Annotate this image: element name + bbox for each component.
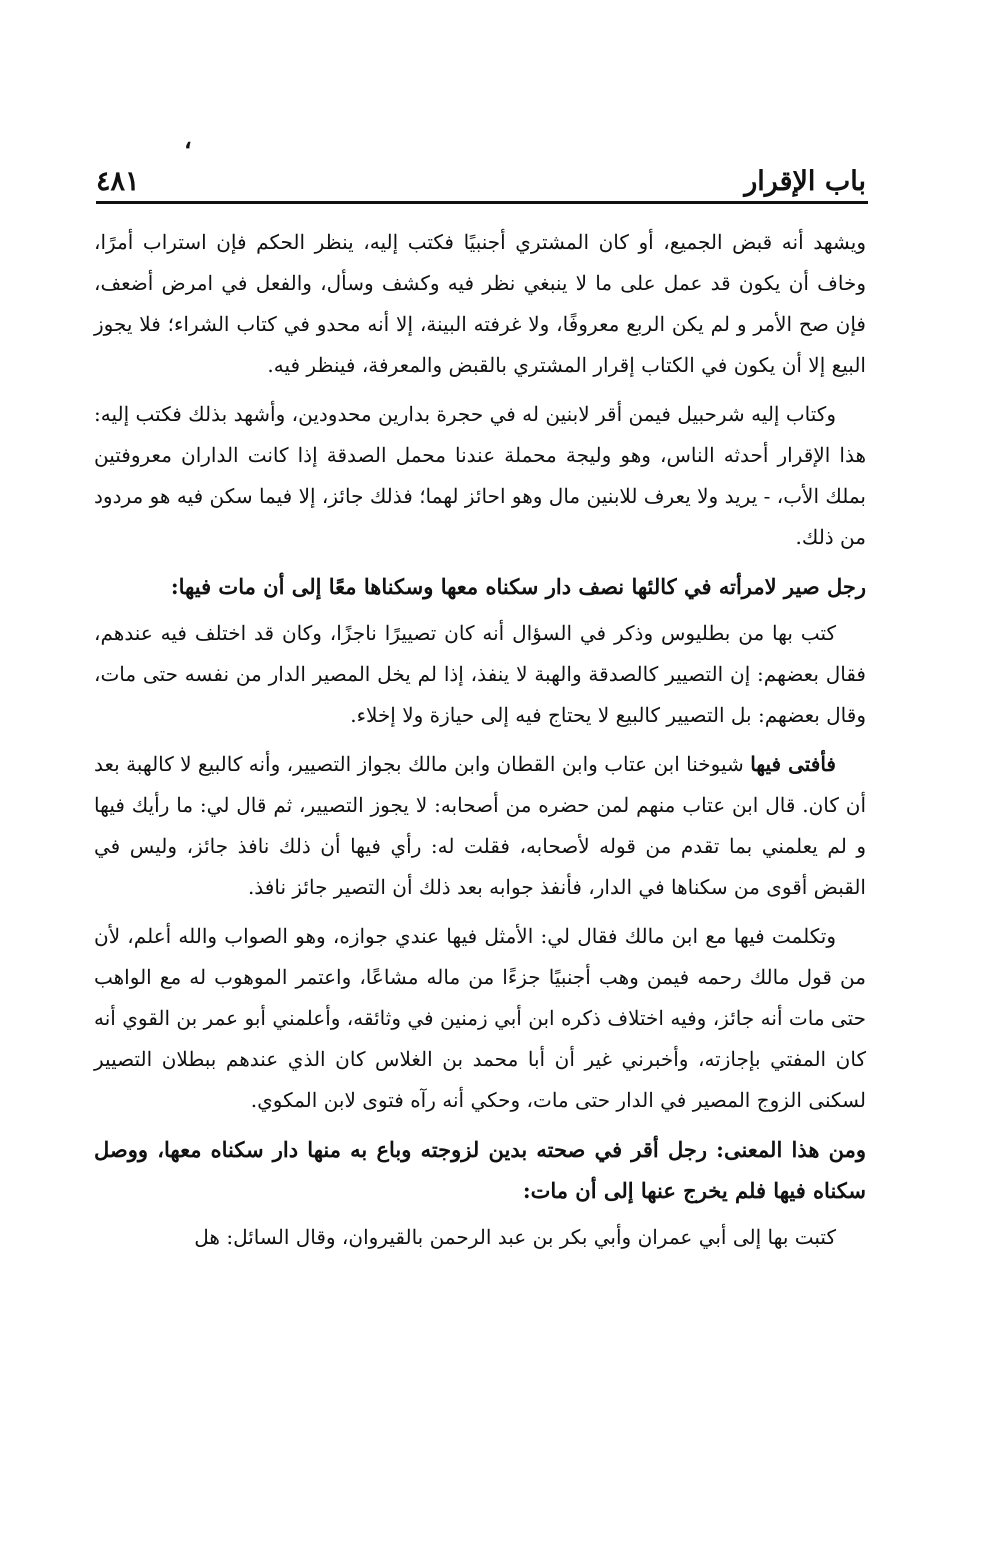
page-body	[94, 222, 866, 1266]
page-number: ٤٨١	[96, 166, 140, 197]
section-heading-2: ومن هذا المعنى: رجل أقر في صحته بدين لزوجته وباع به منها دار سكناه معها، ووصل سكناه فيها فلم يخرج عنها إلى أن مات:	[94, 1137, 866, 1203]
paragraph-4	[94, 744, 866, 908]
paragraph-4-text: شيوخنا ابن عتاب وابن القطان وابن مالك بجواز التصيير، وأنه كالبيع لا كالهبة بعد أن كان. قال ابن عتاب منهم لمن حضره من أصحابه: لا يجوز التصيير، ثم قال لي: ما رأيك فيها و لم يعلمني بما تقدم من قوله لأصحابه، فقلت له: رأي فيها أن ذلك نافذ جائز، وليس في القبض أقوى من سكناها في الدار، فأنفذ جوابه بعد ذلك أن التصير جائز نافذ.	[94, 752, 866, 899]
paragraph-4-lead: فأفتى فيها	[750, 752, 836, 776]
chapter-title: باب الإقرار	[744, 166, 866, 197]
paragraph-3: كتب بها من بطليوس وذكر في السؤال أنه كان تصييرًا ناجزًا، وكان قد اختلف فيه عندهم، فقال بعضهم: إن التصيير كالصدقة والهبة لا ينفذ، إذا لم يخل المصير الدار من نفسه حتى مات، وقال بعضهم: بل التصيير كالبيع لا يحتاج فيه إلى حيازة ولا إخلاء.	[94, 621, 866, 727]
stray-mark: ،	[184, 125, 192, 154]
paragraph-2: وكتاب إليه شرحبيل فيمن أقر لابنين له في حجرة بدارين محدودين، وأشهد بذلك فكتب إليه: هذا الإقرار أحدثه الناس، وهو وليجة محملة عندنا محمل الصدقة إذا كانت الداران معروفتين بملك الأب، - يريد ولا يعرف للابنين مال وهو احائز لهما؛ فذلك جائز، إلا فيما سكن فيه هو مردود من ذلك.	[94, 402, 866, 549]
paragraph-6: كتبت بها إلى أبي عمران وأبي بكر بن عبد الرحمن بالقيروان، وقال السائل: هل	[194, 1225, 836, 1249]
section-heading-1: رجل صير لامرأته في كالئها نصف دار سكناه معها وسكناها معًا إلى أن مات فيها:	[170, 574, 866, 599]
paragraph-1: ويشهد أنه قبض الجميع، أو كان المشتري أجنبيًا فكتب إليه، ينظر الحكم فإن استراب أمرًا، وخاف أن يكون قد عمل على ما لا ينبغي نظر فيه وكشف وسأل، والفعل في امرض أضعف، فإن صح الأمر و لم يكن الربع معروفًا، ولا غرفته البينة، إلا أنه محدو في كتاب الشراء؛ فلا يجوز البيع إلا أن يكون في الكتاب إقرار المشتري بالقبض والمعرفة، فينظر فيه.	[94, 230, 866, 377]
paragraph-5: وتكلمت فيها مع ابن مالك فقال لي: الأمثل فيها عندي جوازه، وهو الصواب والله أعلم، لأن من قول مالك رحمه فيمن وهب أجنبيًا جزءًا من ماله مشاعًا، واعتمر الموهوب له مع الواهب حتى مات أنه جائز، وفيه اختلاف ذكره ابن أبي زمنين في وثائقه، وأعلمني أبو عمر بن القوي أنه كان المفتي بإجازته، وأخبرني غير أن أبا محمد بن الغلاس كان الذي عندهم ببطلان التصيير لسكنى الزوج المصير في الدار حتى مات، وحكي أنه رآه فتوى لابن المكوي.	[94, 924, 866, 1112]
running-header	[96, 160, 866, 200]
header-rule	[96, 201, 868, 204]
